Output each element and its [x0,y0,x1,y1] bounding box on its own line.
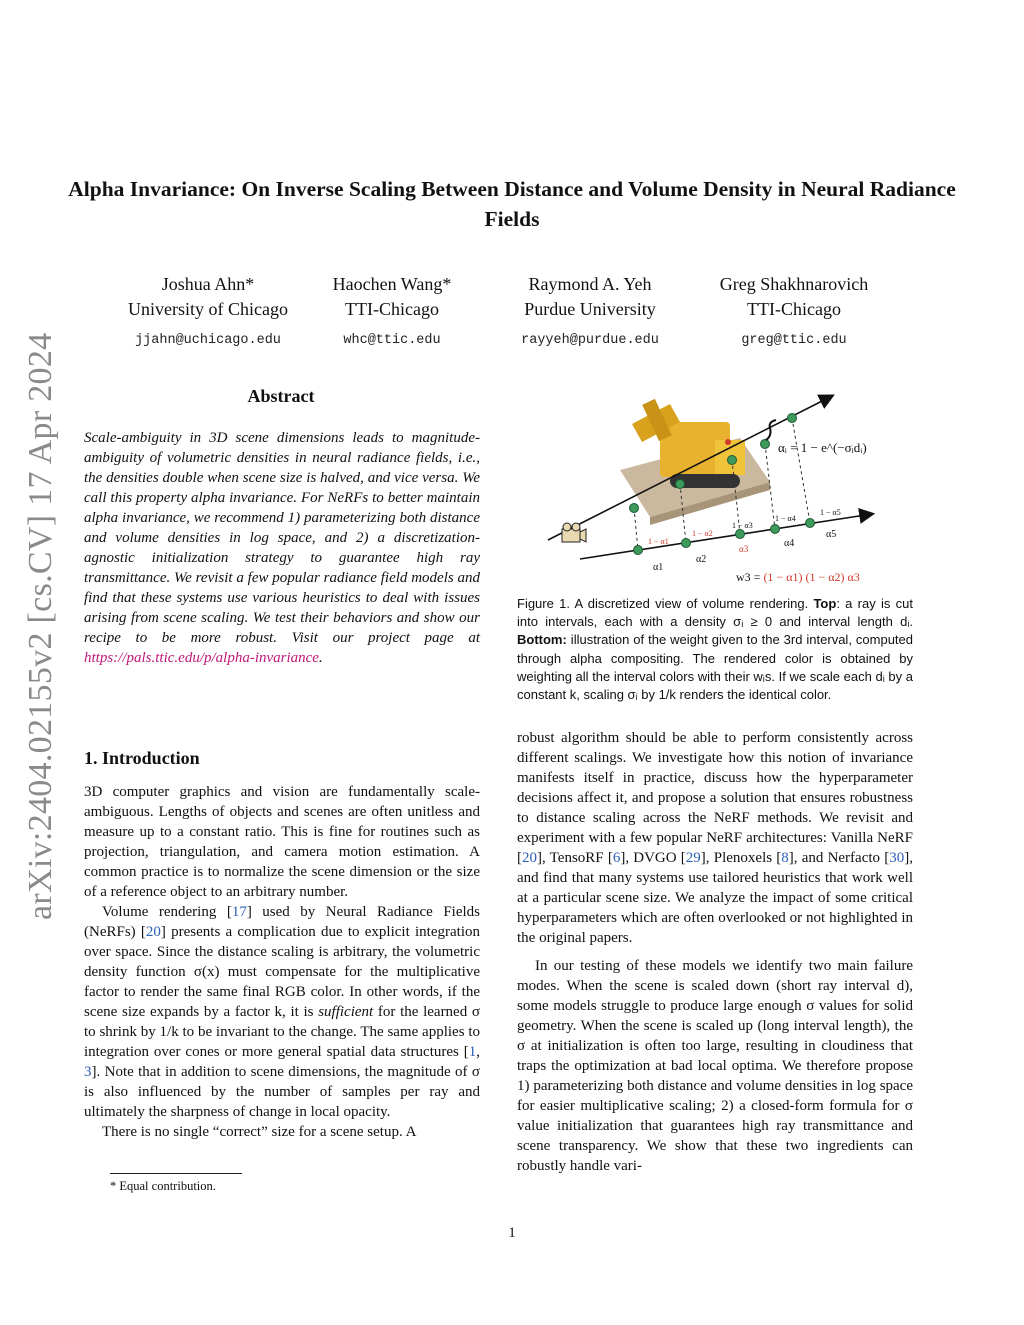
intro-paragraph-5: In our testing of these models we identify two main failure modes. When the scene is scaled down (short ray interval d), some models struggle to produce large enough σ values for solid geometry. When the scene is scaled up (long interval length), the σ at initialization is often too large, resulting in cloudiness that traps the optimization at bad local optima. We therefore propose 1) parameterizing both distance and volume densities in log space for easier multiplicative scaling; 2) a closed-form formula for σ value initialization that guarantees high ray transmittance and scene transparency. We show that these two ingredients can robustly handle vari- [517,958,913,1174]
citation-link[interactable]: 29 [685,850,701,866]
author-email: greg@ttic.edu [741,333,847,348]
one-minus-alpha-label: 1 − α3 [732,521,753,530]
caption-bold: Top [813,596,837,611]
text-run: ]. Note that in addition to scene dimensions, the magnitude of σ is also influenced by the number of samples per ray and ultimately the sharpness of change in local opacity. [84,1064,480,1120]
alpha-label: α1 [653,562,664,573]
citation-link[interactable]: 20 [145,924,161,940]
author-email: whc@ttic.edu [343,333,441,348]
alpha-label: α4 [784,538,795,549]
citation-link[interactable]: 8 [781,850,789,866]
text-run: ] used by Neural Radiance Fields (NeRFs) [ [84,904,480,940]
footnote: * Equal contribution. [110,1179,216,1193]
text-run: ], and Nerfacto [ [788,850,890,866]
figure-volume-rendering [520,382,920,587]
author-block [108,272,308,353]
page-number: 1 [508,1225,516,1241]
one-minus-alpha-label: 1 − α5 [820,508,841,517]
text-run: ], Plenoxels [ [700,850,782,866]
caption-text: illustration of the weight given to the 3rd interval, computed through alpha compositing. The rendered color is obtained by weighting all the interval colors with their wᵢs. If we scale each dᵢ by a constant k, scaling σᵢ by 1/k renders the identical color. [517,632,913,703]
author-block [312,272,472,353]
text-run: ], DVGO [ [620,850,686,866]
author-block [500,272,680,353]
weight-formula: w3 = (1 − α1) (1 − α2) α3 [736,570,860,584]
footnote-divider [110,1173,242,1174]
right-column-text [517,728,913,1176]
intro-paragraph-1: 3D computer graphics and vision are fundamentally scale-ambiguous. Lengths of objects and scenes are often unitless and measure up to a constant ratio. This is fine for routines such as projection, triangulation, and camera motion estimation. A common practice is to normalize the scene dimension or the size of a reference object to an arbitrary number. [84,784,480,900]
text-run: for the learned σ to shrink by 1/k to be invariant to the change. The same applies to integration over cones or more general spatial data structures [ [84,1004,480,1060]
alpha-label: α3 [739,544,749,554]
author-affiliation: TTI-Chicago [747,299,841,319]
caption-text: Figure 1. A discretized view of volume rendering. [517,596,814,611]
citation-link[interactable]: 17 [231,904,247,920]
author-name: Raymond A. Yeh [528,274,652,294]
author-name: Haochen Wang* [332,274,452,294]
text-run: ], TensoRF [ [537,850,613,866]
caption-text: : a ray is cut into intervals, each with a density σᵢ ≥ 0 and interval length dᵢ. [517,596,913,630]
citation-link[interactable]: 6 [612,850,621,866]
alpha-label: α2 [696,554,707,565]
one-minus-alpha-label: 1 − α1 [648,537,669,546]
left-column-text [84,782,480,1142]
author-name: Joshua Ahn* [161,274,255,294]
author-email: rayyeh@purdue.edu [521,333,659,348]
citation-link[interactable]: 20 [522,850,537,866]
author-affiliation: University of Chicago [128,299,288,319]
section-heading: 1. Introduction [84,748,200,768]
citation-link[interactable]: 3 [84,1064,92,1080]
author-email: jjahn@uchicago.edu [135,333,281,348]
one-minus-alpha-label: 1 − α4 [775,514,796,523]
project-page-link[interactable]: https://pals.ttic.edu/p/alpha-invariance [84,650,319,666]
intro-paragraph-2 [84,902,480,1122]
intro-paragraph-3: There is no single “correct” size for a scene setup. A [102,1124,417,1140]
citation-link[interactable]: 1 [468,1044,477,1060]
arxiv-identifier: arXiv:2404.02155v2 [cs.CV] 17 Apr 2024 [22,332,59,920]
citation-link[interactable]: 30 [889,850,905,866]
figure-caption [517,595,913,704]
text-run: ], and find that many systems use tailored heuristics that work well at a particular scene size. We analyze the impact of some critical hyperparameters which are often overlooked or not highlighted in the original papers. [517,850,913,946]
abstract-text: Scale-ambiguity in 3D scene dimensions leads to magnitude-ambiguity of volumetric densities in neural radiance fields, i.e., the densities double when scene size is halved, and vice versa. We call this property alpha invariance. For NeRFs to better maintain alpha invariance, we recommend 1) parameterizing both distance and volume densities in log space, and 2) a discretization-agnostic initialization strategy to guarantee high ray transmittance. We revisit a few popular radiance field models and find that these systems use various heuristics to deal with issues arising from scene scaling. We test their behaviors and show our recipe to be more robust. Visit our project page at [84,430,480,646]
abstract-body: Scale-ambiguity in 3D scene dimensions leads to magnitude-ambiguity of volumetric densities in neural radiance fields, i.e., the densities double when scene size is halved, and vice versa. We call this property alpha invariance. For NeRFs to better maintain alpha invariance, we recommend 1) parameterizing both distance and volume densities in log space, and 2) a discretization-agnostic initialization strategy to guarantee high ray transmittance. We revisit a few popular radiance field models and find that these systems use various heuristics to deal with issues arising from scene scaling. We test their behaviors and show our recipe to be more robust. Visit our project page at https://pals.ttic.edu/p/alpha-invariance. [84,430,480,666]
caption-bold: Bottom: [517,632,567,648]
text-run: ] presents a complication due to explicit integration over space. Since the distance scaling is arbitrary, the volumetric density function σ(x) must compensate for the multiplicative factor to render the same final RGB color. In other words, if the scene size expands by a factor k, it is [84,924,480,1020]
author-affiliation: TTI-Chicago [345,299,439,319]
alpha-label: α5 [826,529,837,540]
text-run: Volume rendering [ [102,904,232,920]
intro-paragraph-4 [517,728,913,948]
abstract-heading: Abstract [247,386,315,406]
alpha-formula: αᵢ = 1 − e^(−σᵢdᵢ) [778,440,867,455]
author-name: Greg Shakhnarovich [719,274,869,294]
author-affiliation: Purdue University [524,299,656,319]
lego-scene-illustration [620,399,770,525]
paper-title: Alpha Invariance: On Inverse Scaling Between Distance and Volume Density in Neural Radiance Fields [68,177,956,231]
author-block [694,272,894,353]
camera-icon [562,523,586,542]
text-run: , [476,1044,480,1060]
one-minus-alpha-label: 1 − α2 [692,529,713,538]
emphasis: sufficient [318,1004,374,1020]
text-run: robust algorithm should be able to perform consistently across different scalings. We investigate how this notion of invariance manifests itself in practice, discuss how the hyperparameter decisions affect it, and propose a solution that ensures robustness to distance scaling across the NeRF methods. We revisit and experiment with a few popular NeRF architectures: Vanilla NeRF [ [517,730,913,866]
